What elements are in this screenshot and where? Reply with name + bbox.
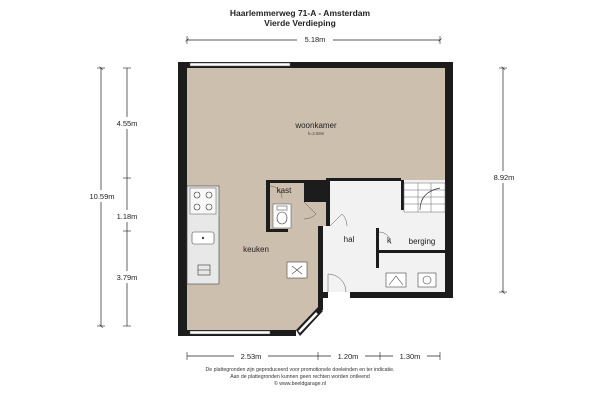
dimension-right <box>486 68 522 292</box>
dimension-label-right: 8.92m <box>493 173 515 182</box>
footer-credit: © www.beeldgarage.nl <box>274 381 326 387</box>
room-height-woonkamer: h=2.58m <box>307 131 325 136</box>
room-label-hal: hal <box>343 235 355 244</box>
room-label-woonkamer: woonkamer <box>295 121 337 130</box>
plan-title: Haarlemmerweg 71-A - Amsterdam <box>229 8 371 18</box>
kitchen-sink <box>192 232 214 244</box>
dimension-top <box>187 33 440 45</box>
plan-subtitle: Vierde Verdieping <box>264 18 336 28</box>
dimension-label-top: 5.18m <box>304 35 326 44</box>
boiler-icon <box>418 273 436 287</box>
footer-disclaimer: De plattegronden zijn geproduceerd voor promotionele doeleinden en ter indicatie. <box>205 367 395 373</box>
washing-machine-icon <box>287 262 307 278</box>
staircase <box>404 183 445 212</box>
dimension-label-bottom-right: 1.30m <box>399 352 421 361</box>
room-label-kast: kast <box>276 186 292 195</box>
room-label-keuken: keuken <box>243 245 269 254</box>
footer-rights: Aan de plattegronden kunnen geen rechten worden ontleend <box>230 374 370 380</box>
dimension-label-bottom-left: 2.53m <box>240 352 262 361</box>
dimension-label-left-total: 10.59m <box>89 192 115 201</box>
dimension-label-left-middle: 1.18m <box>116 212 138 221</box>
toilet-icon <box>273 204 291 228</box>
room-label-berging: berging <box>408 237 436 246</box>
room-label-k: k <box>387 236 391 245</box>
dimension-label-left-lower: 3.79m <box>116 273 138 282</box>
dimension-label-bottom-middle: 1.20m <box>337 352 359 361</box>
dimension-left-total <box>84 68 120 326</box>
dimension-bottom <box>187 350 440 362</box>
dimension-label-left-upper: 4.55m <box>116 119 138 128</box>
storage-unit-icon <box>386 273 406 287</box>
